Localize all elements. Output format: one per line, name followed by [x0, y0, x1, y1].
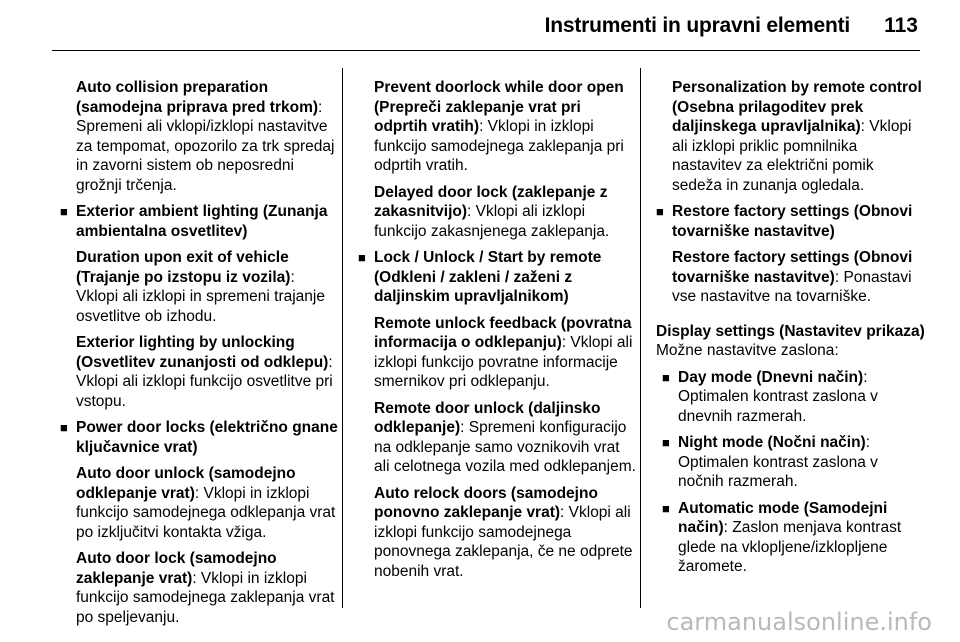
bullet-title: Day mode (Dnevni način) — [678, 368, 864, 386]
bullet-item — [662, 368, 926, 427]
bullet-item — [60, 202, 338, 241]
bullet-item — [662, 433, 926, 492]
setting-description: : Spremeni ali vklopi/izklopi nastavitve za tempomat, opozorilo za trk spredaj in zavorni sistem ob neposredni grožnji trčenja. — [76, 98, 335, 194]
bullet-item — [358, 248, 636, 307]
bullet-icon: ■ — [358, 250, 366, 265]
setting-entry — [358, 484, 636, 582]
page-title: Instrumenti in upravni elementi — [544, 14, 850, 37]
bullet-item — [60, 418, 338, 457]
section-title: Display settings (Nastavitev prikaza) — [656, 322, 925, 340]
bullet-description: : Optimalen kontrast zaslona v dnevnih razmerah. — [678, 368, 878, 425]
bullet-item — [656, 202, 926, 241]
setting-title: Remote unlock feedback (povratna informacija o odklepanju) — [374, 314, 632, 351]
setting-description: : Vklopi ali izklopi funkcijo povratne informacije smernikov pri odklepanju. — [374, 334, 633, 390]
column-3 — [656, 78, 926, 584]
column-divider — [640, 68, 641, 608]
column-1 — [60, 78, 338, 634]
setting-description: : Ponastavi vse nastavitve na tovarniške. — [672, 268, 912, 305]
bullet-title: Night mode (Nočni način) — [678, 434, 866, 451]
setting-title: Remote door unlock (daljinsko odklepanje) — [374, 399, 601, 436]
setting-entry — [656, 78, 926, 195]
setting-description: : Vklopi ali izklopi in spremeni trajanje osvetlitve ob izhodu. — [76, 268, 325, 325]
column-2 — [358, 78, 636, 588]
section-intro: Možne nastavitve zaslona: — [656, 342, 839, 359]
setting-title: Personalization by remote control (Osebna prilagoditev prek daljinskega upravljalnika) — [672, 79, 922, 135]
setting-title: Duration upon exit of vehicle (Trajanje po izstopu iz vozila) — [76, 249, 291, 286]
section-heading — [656, 322, 926, 342]
setting-entry — [656, 248, 926, 307]
bullet-title: Exterior ambient lighting (Zunanja ambientalna osvetlitev) — [76, 203, 328, 240]
setting-title: Delayed door lock (zaklepanje z zakasnitvijo) — [374, 183, 608, 220]
setting-description: : Vklopi in izklopi funkcijo samodejnega odklepanja vrat po izključitvi kontakta vžiga. — [76, 484, 336, 541]
bullet-title: Automatic mode (Samodejni način) — [678, 499, 888, 536]
bullet-description: : Zaslon menjava kontrast glede na vklopljene/izklopljene žaromete. — [678, 519, 902, 575]
setting-title: Auto door lock (samodejno zaklepanje vrat) — [76, 550, 277, 587]
setting-title: Auto door unlock (samodejno odklepanje vrat) — [76, 465, 296, 502]
bullet-icon: ■ — [662, 500, 670, 516]
bullet-title: Restore factory settings (Obnovi tovarniške nastavitve) — [672, 203, 913, 240]
bullet-icon: ■ — [60, 420, 68, 435]
setting-title: Auto collision preparation (samodejna priprava pred trkom) — [76, 79, 319, 116]
page-number: 113 — [884, 14, 918, 37]
setting-entry — [358, 183, 636, 242]
column-divider — [342, 68, 343, 608]
setting-entry — [60, 333, 338, 411]
setting-entry — [358, 78, 636, 176]
setting-description: : Vklopi ali izklopi funkcijo samodejnega ponovnega zaklepanja, če ne odprete nobenih vrat. — [374, 504, 633, 580]
bullet-icon: ■ — [656, 204, 664, 219]
header-rule — [52, 50, 920, 51]
bullet-icon: ■ — [662, 369, 670, 385]
setting-entry — [60, 78, 338, 195]
setting-description: : Vklopi in izklopi funkcijo samodejnega zaklepanja vrat po speljevanju. — [76, 569, 335, 626]
setting-description: : Vklopi ali izklopi funkcijo osvetlitve pri vstopu. — [76, 353, 333, 410]
bullet-item — [662, 499, 926, 577]
setting-entry — [358, 314, 636, 392]
setting-title: Exterior lighting by unlocking (Osvetlitev zunanjosti od odklepu) — [76, 334, 329, 371]
setting-title: Auto relock doors (samodejno ponovno zaklepanje vrat) — [374, 484, 598, 521]
setting-entry — [60, 248, 338, 326]
setting-description: : Spremeni konfiguracijo na odklepanje samo voznikovih vrat ali celotnega vozila med odklepanjem. — [374, 419, 636, 475]
setting-title: Restore factory settings (Obnovi tovarniške nastavitve) — [672, 249, 913, 286]
bullet-title: Power door locks (električno gnane ključavnice vrat) — [76, 419, 338, 456]
bullet-icon: ■ — [662, 435, 670, 450]
watermark: carmanualsonline.info — [666, 608, 932, 636]
setting-description: : Vklopi ali izklopi funkcijo zakasnjenega zaklepanja. — [374, 203, 610, 240]
bullet-title: Lock / Unlock / Start by remote (Odkleni / zakleni / zaženi z daljinskim upravljalnikom) — [374, 249, 602, 305]
setting-description: : Vklopi in izklopi funkcijo samodejnega zaklepanja pri odprtih vratih. — [374, 118, 624, 174]
setting-description: : Vklopi ali izklopi priklic pomnilnika nastavitev za električni pomik sedeža in zunanja ogledala. — [672, 118, 912, 194]
page-header — [0, 0, 960, 52]
setting-title: Prevent doorlock while door open (Prepreči zaklepanje vrat pri odprtih vratih) — [374, 79, 624, 135]
bullet-icon: ■ — [60, 204, 68, 219]
setting-entry — [358, 399, 636, 477]
setting-entry — [60, 464, 338, 542]
bullet-description: : Optimalen kontrast zaslona v nočnih razmerah. — [678, 434, 878, 490]
